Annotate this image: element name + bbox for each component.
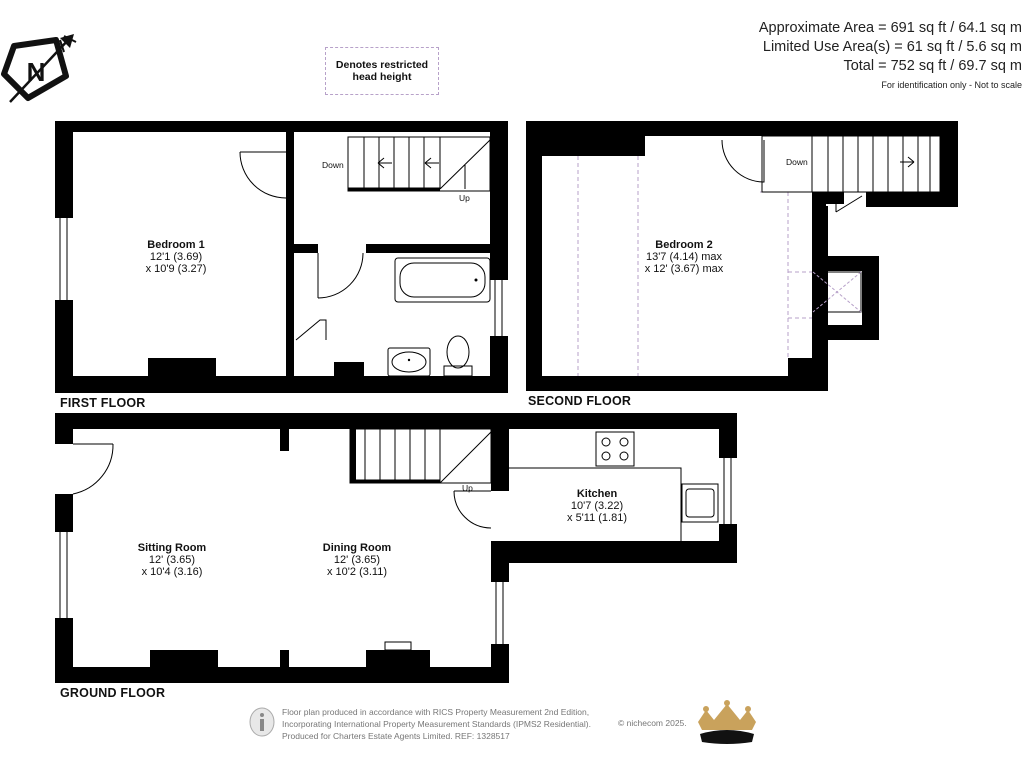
room-dimension: x 10'2 (3.11) [327, 566, 387, 578]
crown-logo-icon [692, 700, 762, 748]
compass-letter: N [26, 57, 46, 87]
room-dining-room [323, 542, 391, 578]
copyright-text: © nichecom 2025. [618, 718, 687, 728]
room-dimension: 12' (3.65) [333, 554, 381, 566]
second-floor-label: SECOND FLOOR [528, 394, 632, 408]
room-dimension: x 10'4 (3.16) [141, 566, 203, 578]
stair-label-down-second: Down [786, 157, 808, 167]
stair-label-up-ground: Up [462, 483, 473, 493]
scale-note: For identification only - Not to scale [881, 80, 1022, 90]
stair-label-up-first: Up [459, 193, 470, 203]
legend-line-2: head height [352, 71, 412, 83]
legend-line-1: Denotes restricted [335, 59, 429, 71]
room-dimension: 12'1 (3.69) [149, 251, 203, 263]
room-name: Kitchen [576, 488, 618, 500]
room-name: Sitting Room [137, 542, 207, 554]
first-floor-label: FIRST FLOOR [60, 396, 146, 410]
first-floor-plan [55, 121, 508, 393]
second-floor-plan [526, 121, 958, 391]
footer-line-2: Incorporating International Property Measurement Standards (IPMS2 Residential). [282, 719, 591, 729]
room-kitchen [567, 488, 627, 524]
total-area: Total = 752 sq ft / 69.7 sq m [843, 58, 1022, 74]
information-icon [248, 706, 276, 738]
room-name: Bedroom 1 [147, 239, 205, 251]
footer-disclaimer [282, 706, 591, 742]
footer-line-1: Floor plan produced in accordance with RICS Property Measurement 2nd Edition, [282, 707, 590, 717]
room-name: Dining Room [322, 542, 392, 554]
room-dimension: x 5'11 (1.81) [567, 512, 627, 524]
stair-label-down-first: Down [322, 160, 344, 170]
room-dimension: 12' (3.65) [148, 554, 196, 566]
room-bedroom-1 [146, 239, 207, 275]
footer-line-3: Produced for Charters Estate Agents Limited. REF: 1328517 [282, 731, 510, 741]
limited-use-area: Limited Use Area(s) = 61 sq ft / 5.6 sq m [762, 39, 1022, 55]
room-bedroom-2 [645, 239, 724, 275]
ground-floor-label: GROUND FLOOR [60, 686, 166, 700]
approximate-area: Approximate Area = 691 sq ft / 64.1 sq m [758, 20, 1022, 36]
room-dimension: x 12' (3.67) max [644, 263, 724, 275]
room-dimension: 10'7 (3.22) [570, 500, 624, 512]
room-sitting-room [138, 542, 206, 578]
room-dimension: x 10'9 (3.27) [145, 263, 207, 275]
room-dimension: 13'7 (4.14) max [645, 251, 723, 263]
room-name: Bedroom 2 [655, 239, 713, 251]
